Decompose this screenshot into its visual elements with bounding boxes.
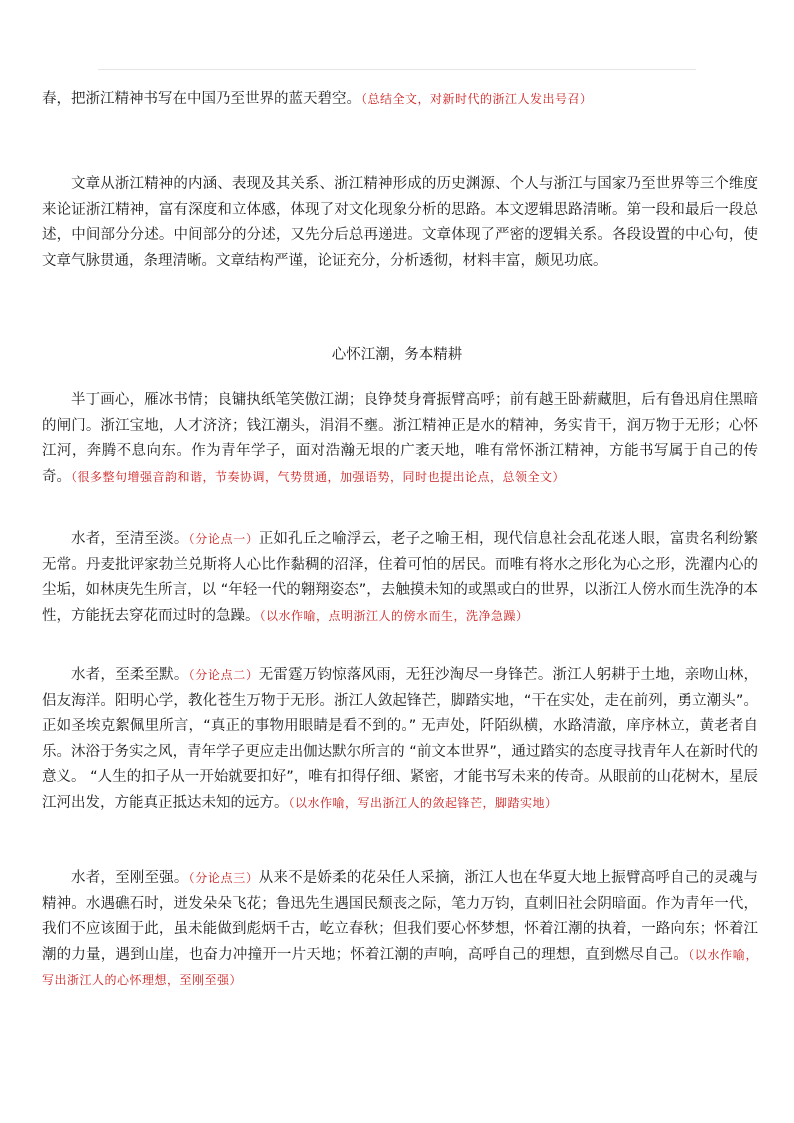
subpoint-tag: （分论点二） (188, 668, 259, 682)
paragraph-annotation: （很多整句增强音韵和谐，节奏协调，气势贯通，加强语势，同时也提出论点，总领全文） (71, 469, 566, 484)
essay-title: 心怀江潮，务本精耕 (331, 347, 463, 363)
paragraph-text: 无雷霆万钧惊落风雨，无狂沙淘尽一身锋芒。浙江人躬耕于土地，亲吻山林，侣友海洋。阳明心学，教化苍生万物于无形。浙江人敛起锋芒，脚踏实地，“干在实处，走在前列，勇立潮头”。正如圣埃克絮佩里所言，“真正的事物用眼睛是看不到的。” 无声处，阡陌纵横，水路清澈，庠序林立，黄老者自乐。沐浴于务实之风，青年学子更应走出伽达默尔所言的 “前文本世界”，通过踏实的态度寻找青年人在新时代的意义。 “人生的扣子从一开始就要扣好”，唯有扣得仔细、紧密，才能书写未来的传奇。从眼前的山花树木，星辰江河出发，方能真正抵达未知的远方。 (42, 667, 758, 811)
essay-paragraph-3 (42, 663, 758, 816)
paragraph-annotation: （以水作喻，写出浙江人的心怀理想，至刚至强） (42, 947, 758, 987)
commentary-paragraph: 文章从浙江精神的内涵、表现及其关系、浙江精神形成的历史渊源、个人与浙江与国家乃至世界等三个维度来论证浙江精神，富有深度和立体感，体现了对文化现象分析的思路。本文逻辑思路清晰。第一段和最后一段总述，中间部分分述。中间部分的分述，又先分后总再递进。文章体现了严密的逻辑关系。各段设置的中心句，使文章气脉贯通，条理清晰。文章结构严谨，论证充分，分析透彻，材料丰富，颇见功底。 (42, 176, 758, 269)
intro-paragraph (42, 87, 758, 113)
essay-paragraph-4 (42, 866, 758, 994)
paragraph-topic-sentence: 水者，至刚至强。 (71, 870, 189, 886)
paragraph-topic-sentence: 水者，至清至淡。 (71, 531, 189, 547)
paragraph-topic-sentence: 水者，至柔至默。 (71, 667, 189, 683)
intro-annotation: （总结全文，对新时代的浙江人发出号召） (361, 92, 593, 106)
top-divider (98, 69, 696, 70)
paragraph-text: 从来不是娇柔的花朵任人采摘，浙江人也在华夏大地上振臂高呼自己的灵魂与精神。水遇礁石时，迸发朵朵飞花；鲁迅先生遇国民颓丧之际，笔力万钧，直刺旧社会阴暗面。作为青年一代，我们不应该囿于此，虽未能做到彪炳千古，屹立春秋；但我们要心怀梦想，怀着江潮的执着，一路向东；怀着江潮的力量，遇到山崖，也奋力冲撞开一片天地；怀着江潮的声响，高呼自己的理想，直到燃尽自己。 (42, 870, 758, 963)
subpoint-tag: （分论点三） (188, 871, 259, 885)
intro-text: 春，把浙江精神书写在中国乃至世界的蓝天碧空。 (42, 91, 361, 107)
paragraph-annotation: （以水作喻，写出浙江人的敛起锋芒，脚踏实地） (288, 795, 558, 810)
paragraph-annotation: （以水作喻，点明浙江人的傍水而生，洗净急躁） (259, 608, 529, 623)
subpoint-tag: （分论点一） (188, 532, 259, 546)
essay-paragraph-2 (42, 527, 758, 629)
essay-paragraph-1 (42, 388, 758, 490)
paragraph-text: 半丁画心，雁冰书情；良镛执纸笔笑傲江湖；良铮焚身膏振臂高呼；前有越王卧薪藏胆，后有鲁迅肩住黑暗的闸门。浙江宝地，人才济济；钱江潮头，涓涓不壅。浙江精神正是水的精神，务实肯干，润万物于无形；心怀江河，奔腾不息向东。作为青年学子，面对浩瀚无垠的广袤天地，唯有常怀浙江精神，方能书写属于自己的传奇。 (42, 392, 758, 485)
paragraph-text: 正如孔丘之喻浮云，老子之喻王相，现代信息社会乱花迷人眼，富贵名利纷繁无常。丹麦批评家勃兰兑斯将人心比作黏稠的沼泽，住着可怕的居民。而唯有将水之形化为心之形，洗濯内心的尘垢，如林庚先生所言，以 “年轻一代的翱翔姿态”，去触摸未知的或黑或白的世界，以浙江人傍水而生洗净的本性，方能抚去穿花而过时的急躁。 (42, 531, 758, 624)
